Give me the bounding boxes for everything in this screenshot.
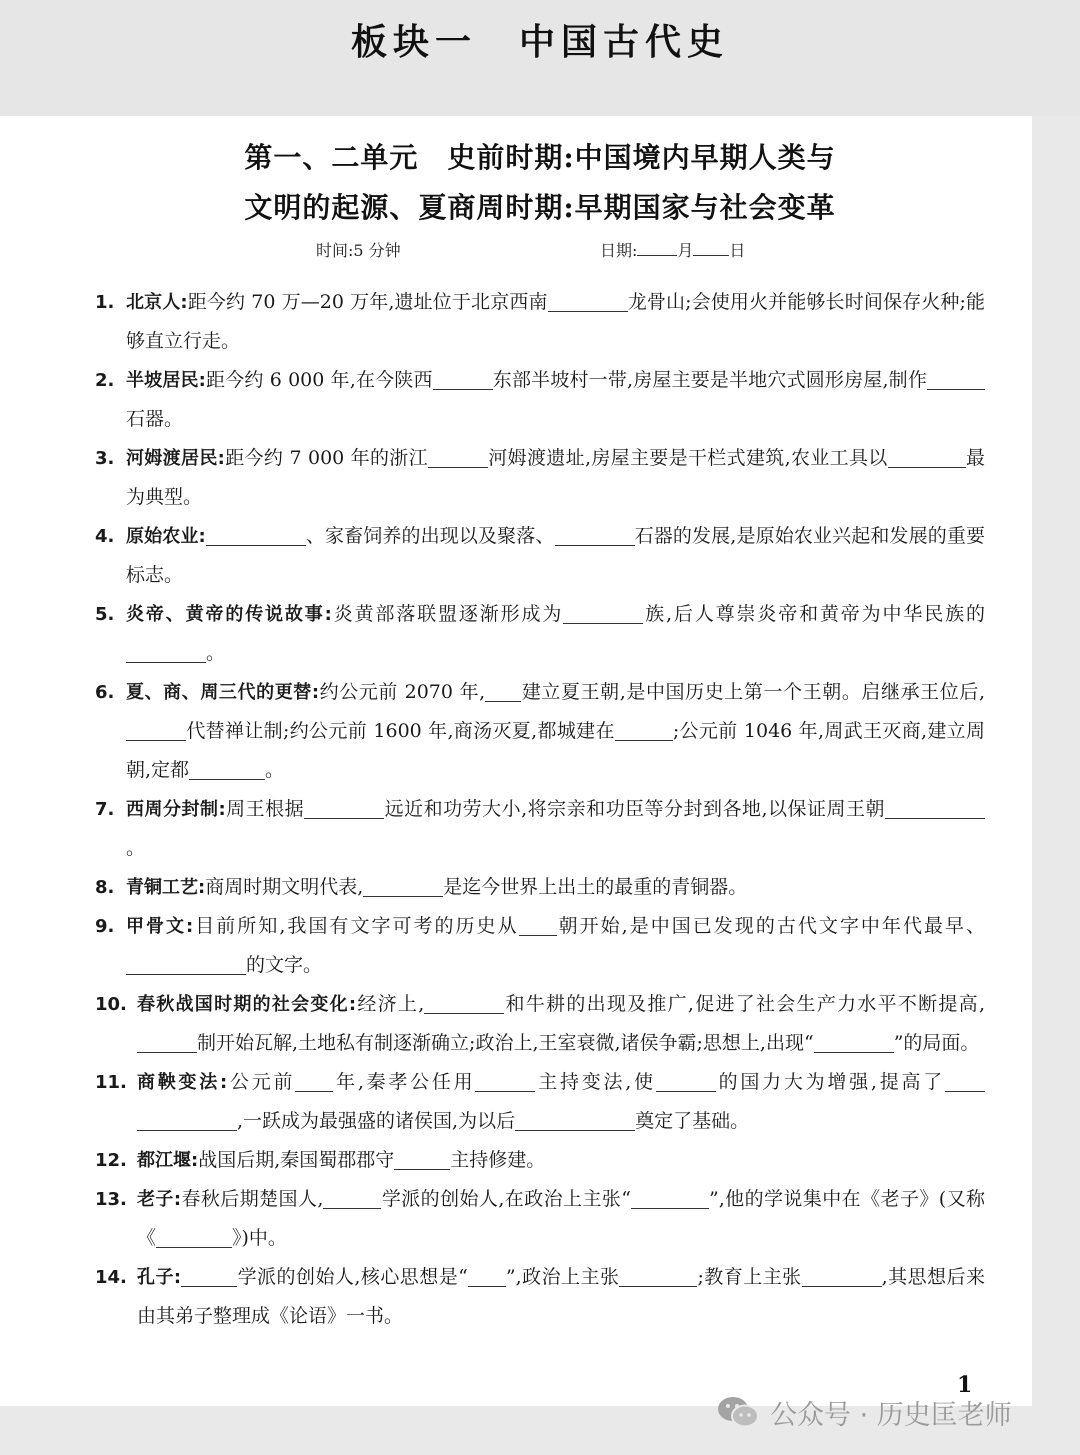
answer-blank[interactable] bbox=[394, 1149, 450, 1170]
question-11: 11. 商鞅变法:公元前 年,秦孝公任用 主持变法,使 的国力大为增强,提高了,一跃成为最强盛的诸侯国,为以后 奠定了基础。 bbox=[95, 1063, 985, 1141]
answer-blank[interactable] bbox=[424, 993, 504, 1014]
unit-title-line-2: 文明的起源、夏商周时期:早期国家与社会变革 bbox=[244, 191, 836, 224]
month-label: 月 bbox=[677, 241, 694, 260]
answer-blank[interactable] bbox=[137, 1110, 237, 1131]
month-blank[interactable] bbox=[637, 241, 677, 256]
answer-blank[interactable] bbox=[126, 954, 246, 975]
date-label: 日期: bbox=[600, 241, 638, 260]
answer-blank[interactable] bbox=[189, 759, 265, 780]
answer-blank[interactable] bbox=[206, 525, 306, 546]
question-3: 3. 河姆渡居民:距今约 7 000 年的浙江 河姆渡遗址,房屋主要是干栏式建筑,农业工具以 最为典型。 bbox=[95, 447, 985, 508]
day-label: 日 bbox=[729, 241, 746, 260]
answer-blank[interactable] bbox=[485, 681, 521, 702]
answer-blank[interactable] bbox=[323, 1188, 381, 1209]
section-title-left: 板块一 bbox=[350, 22, 477, 63]
question-14: 14. 孔子: 学派的创始人,核心思想是“ ”,政治上主张 ;教育上主张 ,其思想后来由其弟子整理成《论语》一书。 bbox=[95, 1266, 985, 1327]
section-title bbox=[0, 14, 1080, 65]
answer-blank[interactable] bbox=[631, 1188, 709, 1209]
question-6: 6. 夏、商、周三代的更替:约公元前 2070 年, 建立夏王朝,是中国历史上第一个王朝。启继承王位后,代替禅让制;约公元前 1600 年,商汤灭夏,都城建在 ;公元前 1046 年,周武王灭商,建立周朝,定都 。 bbox=[95, 681, 985, 781]
watermark bbox=[716, 1390, 1012, 1434]
day-blank[interactable] bbox=[693, 241, 729, 256]
answer-blank[interactable] bbox=[928, 447, 966, 468]
answer-blank[interactable] bbox=[433, 369, 493, 390]
question-10: 10. 春秋战国时期的社会变化:经济上, 和牛耕的出现及推广,促进了社会生产力水平不断提高,制开始瓦解,土地私有制逐渐确立;政治上,王室衰微,诸侯争霸;思想上,出现“ ”的局面。 bbox=[95, 993, 985, 1054]
answer-blank[interactable] bbox=[656, 1071, 716, 1092]
answer-blank[interactable] bbox=[615, 720, 673, 741]
question-2: 2. 半坡居民:距今约 6 000 年,在今陕西 东部半坡村一带,房屋主要是半地穴式圆形房屋,制作石器。 bbox=[95, 361, 985, 439]
question-4: 4. 原始农业: 、家畜饲养的出现以及聚落、 石器的发展,是原始农业兴起和发展的重要标志。 bbox=[95, 525, 985, 586]
question-13: 13. 老子:春秋后期楚国人, 学派的创始人,在政治上主张“ ”,他的学说集中在《老子》(又称《 》)中。 bbox=[95, 1188, 985, 1249]
answer-blank[interactable] bbox=[888, 447, 928, 468]
answer-blank[interactable] bbox=[563, 603, 643, 624]
answer-blank[interactable] bbox=[304, 798, 384, 819]
answer-blank[interactable] bbox=[137, 1032, 197, 1053]
question-5: 5. 炎帝、黄帝的传说故事:炎黄部落联盟逐渐形成为 族,后人尊崇炎帝和黄帝为中华民族的。 bbox=[95, 603, 985, 664]
time-label: 时间:5 分钟 bbox=[316, 241, 401, 260]
question-7: 7. 西周分封制:周王根据 远近和功劳大小,将宗亲和功臣等分封到各地,以保证周王朝。 bbox=[95, 790, 985, 868]
question-1: 1. 北京人:距今约 70 万—20 万年,遗址位于北京西南 龙骨山;会使用火并能够长时间保存火种;能够直立行走。 bbox=[95, 291, 986, 352]
answer-blank[interactable] bbox=[927, 369, 985, 390]
answer-blank[interactable] bbox=[619, 1266, 697, 1287]
answer-blank[interactable] bbox=[515, 1110, 635, 1131]
question-8: 8. 青铜工艺:商周时期文明代表, 是迄今世界上出土的最重的青铜器。 bbox=[95, 876, 748, 898]
date-field bbox=[600, 238, 745, 261]
answer-blank[interactable] bbox=[363, 876, 443, 897]
answer-blank[interactable] bbox=[126, 642, 206, 663]
answer-blank[interactable] bbox=[181, 1266, 237, 1287]
answer-blank[interactable] bbox=[814, 1032, 894, 1053]
answer-blank[interactable] bbox=[156, 1227, 232, 1248]
answer-blank[interactable] bbox=[548, 291, 628, 312]
answer-blank[interactable] bbox=[885, 798, 985, 819]
answer-blank[interactable] bbox=[555, 525, 635, 546]
page-number: 1 bbox=[957, 1372, 973, 1398]
question-list bbox=[95, 283, 985, 1336]
watermark-text: 公众号 · 历史匡老师 bbox=[770, 1399, 1012, 1431]
answer-blank[interactable] bbox=[475, 1071, 535, 1092]
answer-blank[interactable] bbox=[126, 720, 186, 741]
answer-blank[interactable] bbox=[295, 1071, 333, 1092]
wechat-icon bbox=[716, 1395, 760, 1429]
section-title-right: 中国古代史 bbox=[519, 22, 730, 63]
answer-blank[interactable] bbox=[428, 447, 488, 468]
question-9: 9. 甲骨文:目前所知,我国有文字可考的历史从 朝开始,是中国已发现的古代文字中年代最早、的文字。 bbox=[95, 915, 985, 976]
answer-blank[interactable] bbox=[802, 1266, 882, 1287]
answer-blank[interactable] bbox=[468, 1266, 506, 1287]
question-12: 12. 都江堰:战国后期,秦国蜀郡郡守 主持修建。 bbox=[95, 1149, 546, 1171]
answer-blank[interactable] bbox=[945, 1071, 985, 1092]
unit-title-line-1: 第一、二单元 史前时期:中国境内早期人类与 bbox=[244, 141, 836, 174]
answer-blank[interactable] bbox=[519, 915, 557, 936]
